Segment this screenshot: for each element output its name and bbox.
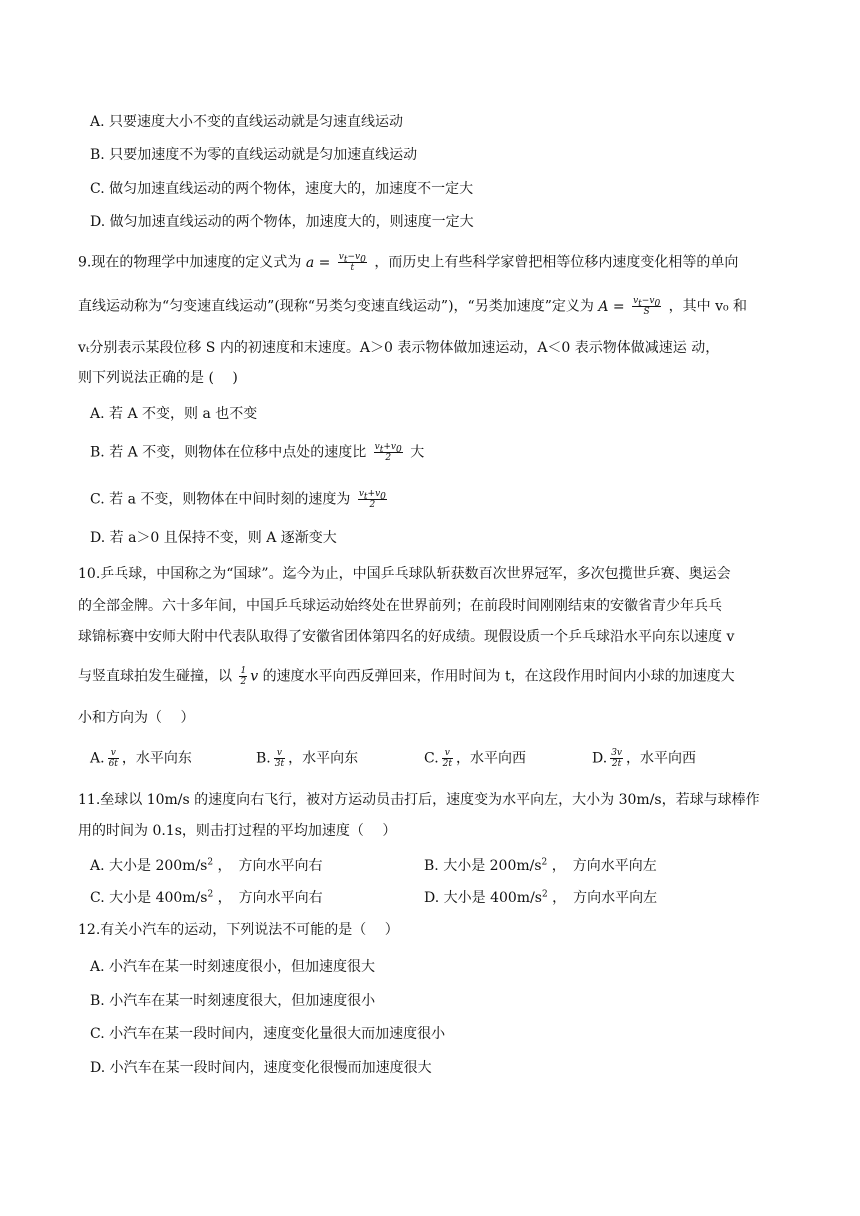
denominator: 2: [385, 453, 392, 463]
option-label: B.: [256, 750, 271, 767]
option-fraction: [274, 748, 285, 769]
q10-option-d: [592, 748, 696, 769]
q9-line-2: [78, 296, 747, 317]
q10-line-3: 球锦标赛中安师大附中代表队取得了安徽省团体第四名的好成绩。现假设质一个乒乓球沿水平向东以速度 v: [78, 629, 735, 645]
q12-option-d: D. 小汽车在某一段时间内，速度变化很慢而加速度很大: [90, 1060, 432, 1076]
q9-option-b: [90, 442, 424, 463]
q10-option-c: [424, 748, 526, 769]
q9-formula-A: [598, 296, 668, 317]
option-text: ，水平向西: [456, 750, 527, 767]
option-fraction: [610, 748, 623, 769]
numerator: v: [442, 748, 453, 759]
q11-line-2: 用的时间为 0.1s，则击打过程的平均加速度（ ）: [78, 823, 397, 839]
exponent: 2: [541, 857, 548, 868]
formula-lhs: A =: [598, 298, 625, 315]
numerator: $v_t+v_0$: [374, 442, 402, 455]
q11-option-b: [424, 856, 657, 876]
q10-line-5: 小和方向为（ ）: [78, 710, 195, 726]
denominator: 6t: [108, 759, 118, 769]
option-label: D.: [592, 750, 608, 767]
numerator: 3v: [611, 748, 622, 758]
q9-option-c: [90, 489, 390, 510]
denominator: t: [350, 263, 355, 273]
q10-option-b: [256, 748, 358, 769]
option-label: A.: [90, 750, 105, 767]
numerator: v: [274, 748, 285, 759]
option-fraction: [442, 748, 453, 769]
formula-fraction: [632, 296, 661, 317]
q9-option-a: A. 若 A 不变，则 a 也不变: [90, 406, 258, 422]
q9-option-d: D. 若 a＞0 且保持不变，则 A 逐渐变大: [90, 530, 337, 546]
half-fraction: [239, 666, 247, 687]
q9-stem-text: ，其中 v₀ 和: [668, 298, 748, 315]
exponent: 2: [541, 889, 548, 900]
q9-formula-a: [305, 252, 375, 273]
q10-line-4: [78, 666, 735, 687]
stem-text: 的速度水平向西反弹回来，作用时间为 t，在这段作用时间内小球的加速度大: [262, 668, 735, 685]
q11-option-d: [424, 888, 657, 908]
numerator: $v_t+v_0$: [358, 489, 386, 502]
option-text: ， 方向水平向左: [552, 890, 658, 906]
option-fraction: [108, 748, 119, 769]
q10-option-a: [90, 748, 192, 769]
formula-fraction: [338, 252, 367, 273]
denominator: 2: [240, 677, 247, 687]
option-text: ， 方向水平向右: [217, 858, 323, 874]
q11-line-1: 11.垒球以 10m/s 的速度向右飞行，被对方运动员击打后，速度变为水平向左，大小为 30m/s，若球与球棒作: [78, 792, 760, 808]
option-text: 大: [410, 444, 425, 461]
exponent: 2: [207, 889, 214, 900]
q8-option-c: C. 做匀加速直线运动的两个物体，速度大的，加速度不一定大: [90, 181, 474, 197]
q12-option-c: C. 小汽车在某一段时间内，速度变化量很大而加速度很小: [90, 1026, 446, 1042]
denominator: S: [643, 307, 650, 317]
denominator: 3t: [274, 759, 285, 769]
option-text: B. 若 A 不变，则物体在位移中点处的速度比: [90, 444, 367, 461]
formula-lhs: a =: [305, 254, 331, 271]
q11-option-c: [90, 888, 323, 908]
q10-line-2: 的全部金牌。六十多年间，中国乒乓球运动始终处在世界前列；在前段时间刚刚结束的安徽省青少年兵乓: [78, 598, 722, 614]
q12-stem: 12.有关小汽车的运动，下列说法不可能的是（ ）: [78, 922, 399, 938]
numerator: v: [108, 748, 119, 759]
denominator: 2t: [611, 759, 622, 769]
q8-option-a: A. 只要速度大小不变的直线运动就是匀速直线运动: [90, 114, 404, 130]
q9-stem-text: 9.现在的物理学中加速度的定义式为: [78, 254, 302, 271]
exponent: 2: [207, 857, 214, 868]
option-text: ， 方向水平向右: [217, 890, 323, 906]
denominator: 2: [369, 500, 376, 510]
option-text: C. 大小是 400m/s: [90, 890, 208, 906]
q10-line-1: 10.乒乓球，中国称之为“国球”。迄今为止，中国乒乓球队斩获数百次世界冠军，多次包揽世乒赛、奥运会: [78, 566, 731, 582]
q9-line-4: 则下列说法正确的是 ( ): [78, 370, 238, 386]
q9-stem-text: 直线运动称为“匀变速直线运动”(现称“另类匀变速直线运动”)，“另类加速度”定义为: [78, 298, 594, 315]
option-text: ，水平向东: [288, 750, 359, 767]
q11-option-a: [90, 856, 323, 876]
option-fraction: [358, 489, 387, 510]
q9-stem-text: ，而历史上有些科学家曾把相等位移内速度变化相等的单向: [374, 254, 739, 271]
denominator: 2t: [442, 759, 453, 769]
velocity-symbol: v: [250, 668, 259, 685]
stem-text: 与竖直球拍发生碰撞，以: [78, 668, 232, 685]
q9-line-1: [78, 252, 738, 273]
q12-option-b: B. 小汽车在某一时刻速度很大，但加速度很小: [90, 993, 376, 1009]
option-text: ， 方向水平向左: [551, 858, 657, 874]
q8-option-d: D. 做匀加速直线运动的两个物体，加速度大的，则速度一定大: [90, 214, 474, 230]
option-text: A. 大小是 200m/s: [90, 858, 208, 874]
option-label: C.: [424, 750, 439, 767]
q9-line-3: vₜ分别表示某段位移 S 内的初速度和末速度。A＞0 表示物体做加速运动，A＜0 表示物体做减速运 动，: [78, 340, 720, 356]
option-text: B. 大小是 200m/s: [424, 858, 542, 874]
numerator: $v_t-v_0$: [633, 296, 661, 309]
option-fraction: [374, 442, 403, 463]
option-text: D. 大小是 400m/s: [424, 890, 542, 906]
numerator: 1: [240, 666, 247, 676]
option-text: ，水平向西: [626, 750, 696, 767]
option-text: C. 若 a 不变，则物体在中间时刻的速度为: [90, 491, 351, 508]
numerator: $v_t-v_0$: [338, 252, 366, 265]
q8-option-b: B. 只要加速度不为零的直线运动就是匀加速直线运动: [90, 147, 418, 163]
option-text: ，水平向东: [121, 750, 192, 767]
q12-option-a: A. 小汽车在某一时刻速度很小，但加速度很大: [90, 959, 376, 975]
